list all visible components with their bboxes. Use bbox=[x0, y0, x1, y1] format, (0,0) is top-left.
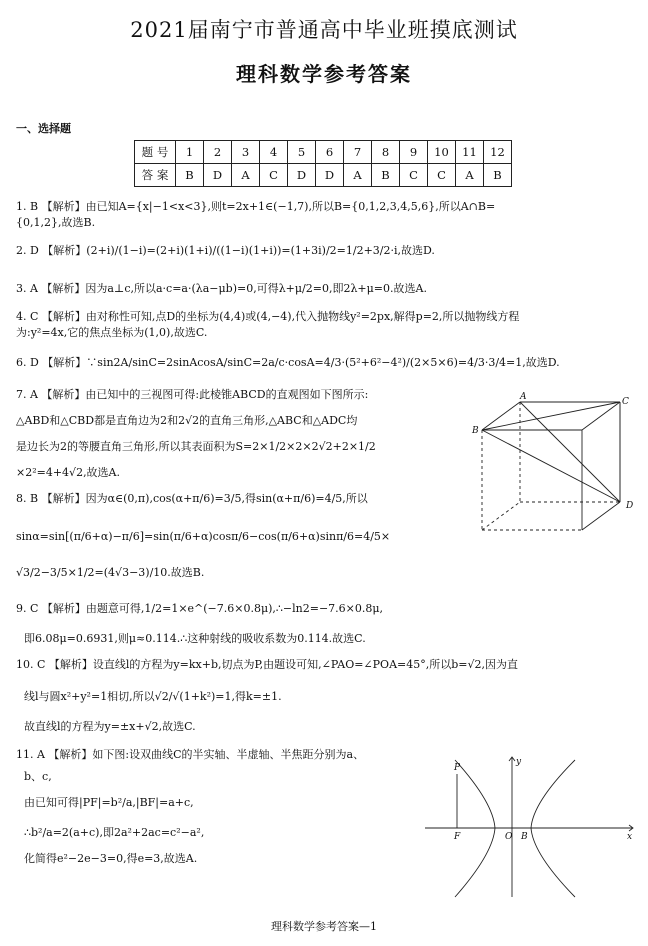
table-number-cell: 11 bbox=[456, 141, 484, 164]
table-answer-cell: D bbox=[288, 164, 316, 187]
solution-line: 3. A 【解析】因为a⊥c,所以a·c=a·(λa−μb)=0,可得λ+μ/2=0,即2λ+μ=0.故选A. bbox=[16, 282, 427, 295]
page-footer: 理科数学参考答案—1 bbox=[271, 920, 377, 933]
point-label: B bbox=[521, 832, 528, 842]
page-subtitle: 理科数学参考答案 bbox=[236, 62, 412, 86]
solution-line: 即6.08μ=0.6931,则μ≈0.114.∴这种射线的吸收系数为0.114.故选C. bbox=[24, 632, 366, 645]
solution-line: 故直线l的方程为y=±x+√2,故选C. bbox=[24, 720, 196, 733]
solution-line: 为:y²=4x,它的焦点坐标为(1,0),故选C. bbox=[16, 326, 208, 339]
solution-line: 8. B 【解析】因为α∈(0,π),cos(α+π/6)=3/5,得sin(α+π/6)=4/5,所以 bbox=[16, 492, 368, 505]
table-answer-cell: C bbox=[428, 164, 456, 187]
solution-line: 10. C 【解析】设直线l的方程为y=kx+b,切点为P,由题设可知,∠PAO=∠POA=45°,所以b=√2,因为直 bbox=[16, 658, 518, 671]
table-number-cell: 1 bbox=[176, 141, 204, 164]
table-answer-cell: D bbox=[204, 164, 232, 187]
table-answer-cell: C bbox=[400, 164, 428, 187]
axis-label: y bbox=[516, 757, 522, 767]
table-header-label: 题 号 bbox=[135, 141, 176, 164]
axis-label: x bbox=[627, 832, 633, 842]
section-heading: 一、选择题 bbox=[16, 122, 71, 135]
solution-line: 化简得e²−2e−3=0,得e=3,故选A. bbox=[24, 852, 198, 865]
point-label: O bbox=[505, 832, 513, 842]
solution-line: 7. A 【解析】由已知中的三视图可得:此棱锥ABCD的直观图如下图所示: bbox=[16, 388, 369, 401]
cube-label: D bbox=[626, 501, 634, 511]
solution-line: 11. A 【解析】如下图:设双曲线C的半实轴、半虚轴、半焦距分别为a、 bbox=[16, 748, 365, 761]
solution-line: 由已知可得|PF|=b²/a,|BF|=a+c, bbox=[24, 796, 194, 809]
cube-figure bbox=[470, 390, 640, 540]
page-title: 2021届南宁市普通高中毕业班摸底测试 bbox=[130, 18, 518, 42]
cube-label: B bbox=[472, 426, 479, 436]
table-number-cell: 10 bbox=[428, 141, 456, 164]
table-number-cell: 4 bbox=[260, 141, 288, 164]
solution-line: ×2²=4+4√2,故选A. bbox=[16, 466, 121, 479]
answer-table bbox=[134, 140, 512, 187]
solution-line: 6. D 【解析】∵sin2A/sinC=2sinAcosA/sinC=2a/c·cosA=4/3·(5²+6²−4²)/(2×5×6)=4/3·3/4=1,故选D. bbox=[16, 356, 560, 369]
table-number-cell: 6 bbox=[316, 141, 344, 164]
solution-line: 1. B 【解析】由已知A={x|−1<x<3},则t=2x+1∈(−1,7),所以B={0,1,2,3,4,5,6},所以A∩B= bbox=[16, 200, 496, 213]
table-number-cell: 7 bbox=[344, 141, 372, 164]
solution-line: √3/2−3/5×1/2=(4√3−3)/10.故选B. bbox=[16, 566, 205, 579]
table-number-cell: 3 bbox=[232, 141, 260, 164]
solution-line: 是边长为2的等腰直角三角形,所以其表面积为S=2×1/2×2×2√2+2×1/2 bbox=[16, 440, 376, 453]
solution-line: 线l与圆x²+y²=1相切,所以√2/√(1+k²)=1,得k=±1. bbox=[24, 690, 282, 703]
table-answer-cell: B bbox=[176, 164, 204, 187]
table-answer-cell: C bbox=[260, 164, 288, 187]
cube-label: C bbox=[622, 397, 629, 407]
table-answer-label: 答 案 bbox=[135, 164, 176, 187]
table-answer-cell: A bbox=[456, 164, 484, 187]
table-number-cell: 9 bbox=[400, 141, 428, 164]
solution-line: sinα=sin[(π/6+α)−π/6]=sin(π/6+α)cosπ/6−cos(π/6+α)sinπ/6=4/5× bbox=[16, 530, 391, 543]
solution-line: ∴b²/a=2(a+c),即2a²+2ac=c²−a², bbox=[24, 826, 205, 839]
table-number-cell: 2 bbox=[204, 141, 232, 164]
table-number-cell: 8 bbox=[372, 141, 400, 164]
solution-line: △ABD和△CBD都是直角边为2和2√2的直角三角形,△ABC和△ADC均 bbox=[16, 414, 358, 427]
table-answer-cell: A bbox=[232, 164, 260, 187]
hyperbola-figure bbox=[415, 752, 640, 902]
table-number-cell: 12 bbox=[484, 141, 512, 164]
point-label: P bbox=[454, 763, 461, 773]
solution-line: 9. C 【解析】由题意可得,1/2=1×e^(−7.6×0.8μ),∴−ln2=−7.6×0.8μ, bbox=[16, 602, 384, 615]
solution-line: b、c, bbox=[24, 770, 52, 783]
table-answer-cell: B bbox=[372, 164, 400, 187]
point-label: F bbox=[454, 832, 461, 842]
solution-line: {0,1,2},故选B. bbox=[16, 216, 96, 229]
solution-line: 2. D 【解析】(2+i)/(1−i)=(2+i)(1+i)/((1−i)(1+i))=(1+3i)/2=1/2+3/2·i,故选D. bbox=[16, 244, 435, 257]
table-answer-cell: D bbox=[316, 164, 344, 187]
cube-label: A bbox=[520, 392, 527, 402]
table-answer-cell: A bbox=[344, 164, 372, 187]
table-answer-cell: B bbox=[484, 164, 512, 187]
table-number-cell: 5 bbox=[288, 141, 316, 164]
solution-line: 4. C 【解析】由对称性可知,点D的坐标为(4,4)或(4,−4),代入抛物线y²=2px,解得p=2,所以抛物线方程 bbox=[16, 310, 520, 323]
